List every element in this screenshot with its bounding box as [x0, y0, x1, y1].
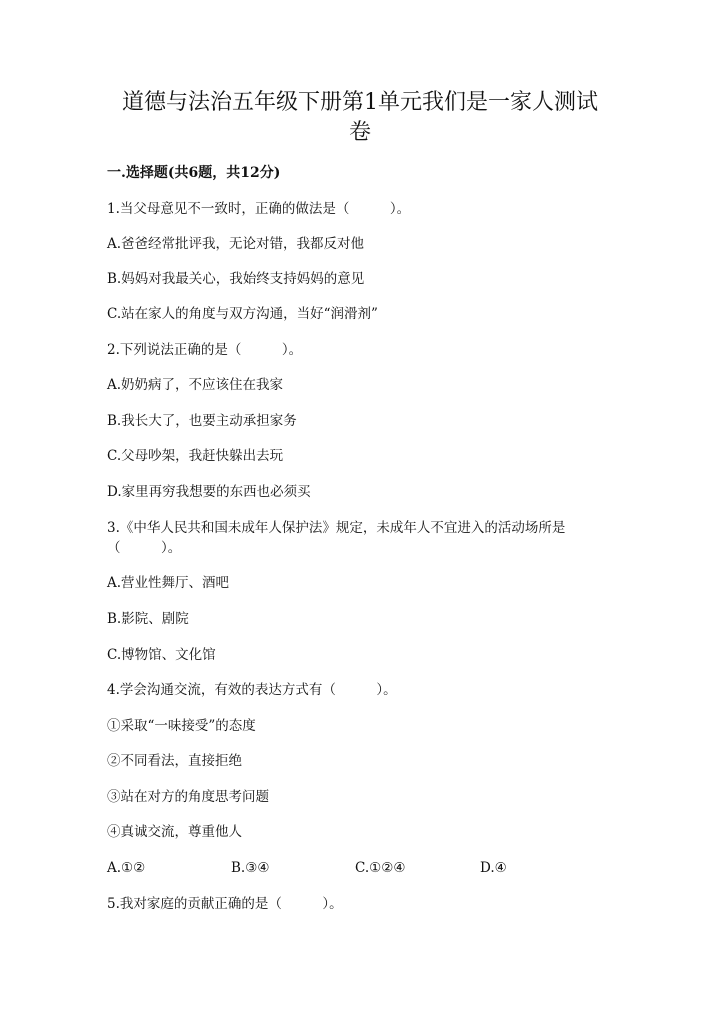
section-heading: 一.选择题(共6题，共12分): [107, 165, 281, 181]
question-4-statement-1: ①采取“一味接受”的态度: [107, 718, 256, 734]
question-1-option-a: A.爸爸经常批评我，无论对错，我都反对他: [107, 236, 365, 252]
question-3-option-a: A.营业性舞厅、酒吧: [107, 575, 230, 591]
question-2-option-b: B.我长大了，也要主动承担家务: [107, 413, 297, 429]
question-4-statement-2: ②不同看法，直接拒绝: [107, 753, 242, 769]
exam-title-line1: 道德与法治五年级下册第1单元我们是一家人测试: [122, 90, 598, 115]
question-2-stem: 2.下列说法正确的是（ ）。: [107, 342, 303, 358]
question-4-option-b: B.③④: [231, 860, 270, 876]
question-1-option-c: C.站在家人的角度与双方沟通，当好“润滑剂”: [107, 306, 378, 322]
question-4-option-c: C.①②④: [355, 860, 406, 876]
exam-title-line2: 卷: [348, 120, 371, 145]
question-3-option-c: C.博物馆、文化馆: [107, 647, 216, 663]
question-1-option-b: B.妈妈对我最关心，我始终支持妈妈的意见: [107, 271, 365, 287]
question-5-stem: 5.我对家庭的贡献正确的是（ ）。: [107, 896, 343, 912]
question-4-option-d: D.④: [480, 860, 507, 876]
question-3-option-b: B.影院、剧院: [107, 611, 189, 627]
question-4-option-a: A.①②: [107, 860, 146, 876]
question-2-option-a: A.奶奶病了，不应该住在我家: [107, 377, 284, 393]
question-4-stem: 4.学会沟通交流，有效的表达方式有（ ）。: [107, 682, 397, 698]
question-1-stem: 1.当父母意见不一致时，正确的做法是（ ）。: [107, 201, 411, 217]
question-4-statement-3: ③站在对方的角度思考问题: [107, 789, 269, 805]
question-3-stem-continued: （ ）。: [107, 540, 182, 556]
question-3-stem: 3.《中华人民共和国未成年人保护法》规定，未成年人不宜进入的活动场所是: [107, 520, 566, 536]
question-4-statement-4: ④真诚交流，尊重他人: [107, 824, 242, 840]
question-2-option-c: C.父母吵架，我赶快躲出去玩: [107, 448, 284, 464]
question-2-option-d: D.家里再穷我想要的东西也必须买: [107, 484, 311, 500]
